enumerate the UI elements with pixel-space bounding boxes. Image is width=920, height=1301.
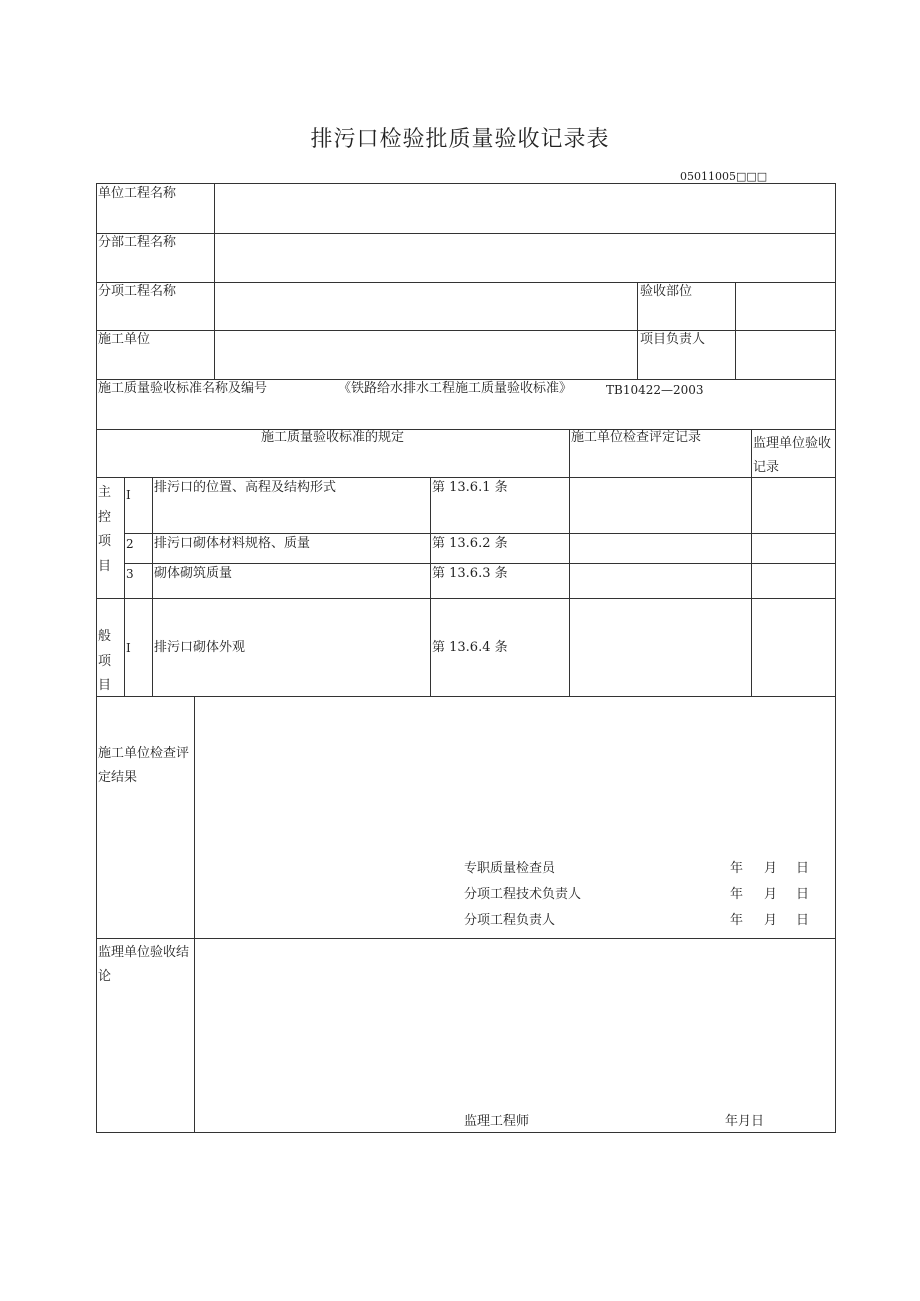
- contractor-record-heading: 施工单位检查评定记录: [571, 430, 702, 445]
- form-code: 05011005□□□: [680, 170, 768, 183]
- grid-line: [430, 477, 431, 696]
- provisions-heading: 施工质量验收标准的规定: [260, 430, 404, 445]
- general-item-no: I: [126, 641, 131, 655]
- main-item-desc: 排污口砌体材料规格、质量: [154, 536, 311, 551]
- grid-line: [96, 598, 836, 599]
- grid-line: [194, 696, 195, 1133]
- standard-code: TB10422—2003: [606, 383, 704, 397]
- main-item-no: I: [126, 488, 131, 502]
- grid-line: [751, 429, 752, 696]
- grid-line: [96, 1132, 836, 1133]
- grid-line: [96, 938, 836, 939]
- acceptance-form-table: [96, 183, 836, 1133]
- unit-project-label: 单位工程名称: [98, 186, 177, 201]
- main-control-label: 主控项目: [98, 485, 112, 574]
- grid-line: [124, 477, 125, 696]
- supervisor-record-heading: 监理单位验收记录: [753, 436, 832, 475]
- grid-line: [96, 233, 836, 234]
- grid-line: [735, 282, 736, 379]
- standard-name: 《铁路给水排水工程施工质量验收标准》: [338, 381, 573, 396]
- signer-year: 年: [730, 913, 744, 928]
- signer-role: 专职质量检查员: [464, 861, 556, 876]
- grid-line: [124, 563, 836, 564]
- form-title: 排污口检验批质量验收记录表: [310, 127, 610, 152]
- supervisor-sign-date: 年月日: [725, 1114, 765, 1129]
- signer-month: 月: [764, 861, 778, 876]
- signer-role: 分项工程技术负责人: [464, 887, 582, 902]
- signer-day: 日: [796, 913, 810, 928]
- supervisor-signer-role: 监理工程师: [464, 1114, 530, 1129]
- project-manager-label: 项目负责人: [640, 332, 706, 347]
- grid-line: [835, 183, 836, 1133]
- main-item-clause: 第 13.6.3 条: [432, 566, 508, 581]
- grid-line: [96, 183, 97, 1133]
- grid-line: [569, 429, 570, 696]
- signer-year: 年: [730, 887, 744, 902]
- general-item-clause: 第 13.6.4 条: [432, 640, 508, 655]
- signer-role: 分项工程负责人: [464, 913, 556, 928]
- item-project-label: 分项工程名称: [98, 284, 177, 299]
- signer-month: 月: [764, 913, 778, 928]
- general-label: 般项目: [98, 629, 112, 693]
- contractor-result-label: 施工单位检查评定结果: [98, 746, 190, 785]
- signer-month: 月: [764, 887, 778, 902]
- signer-year: 年: [730, 861, 744, 876]
- grid-line: [152, 477, 153, 696]
- grid-line: [96, 696, 836, 697]
- main-item-desc: 砌体砌筑质量: [154, 566, 233, 581]
- grid-line: [96, 330, 836, 331]
- grid-line: [96, 477, 836, 478]
- signer-day: 日: [796, 887, 810, 902]
- standard-label: 施工质量验收标准名称及编号: [98, 381, 268, 396]
- grid-line: [124, 533, 836, 534]
- grid-line: [637, 282, 638, 379]
- construction-unit-label: 施工单位: [98, 332, 151, 347]
- main-item-clause: 第 13.6.1 条: [432, 480, 508, 495]
- signer-day: 日: [796, 861, 810, 876]
- grid-line: [96, 282, 836, 283]
- grid-line: [214, 183, 215, 379]
- supervisor-conclusion-label: 监理单位验收结论: [98, 945, 190, 984]
- grid-line: [96, 183, 836, 184]
- main-item-desc: 排污口的位置、高程及结构形式: [154, 480, 337, 495]
- main-item-clause: 第 13.6.2 条: [432, 536, 508, 551]
- general-item-desc: 排污口砌体外观: [154, 640, 246, 655]
- acceptance-location-label: 验收部位: [640, 284, 693, 299]
- main-item-no: 2: [126, 537, 134, 551]
- sub-project-label: 分部工程名称: [98, 235, 177, 250]
- main-item-no: 3: [126, 567, 134, 581]
